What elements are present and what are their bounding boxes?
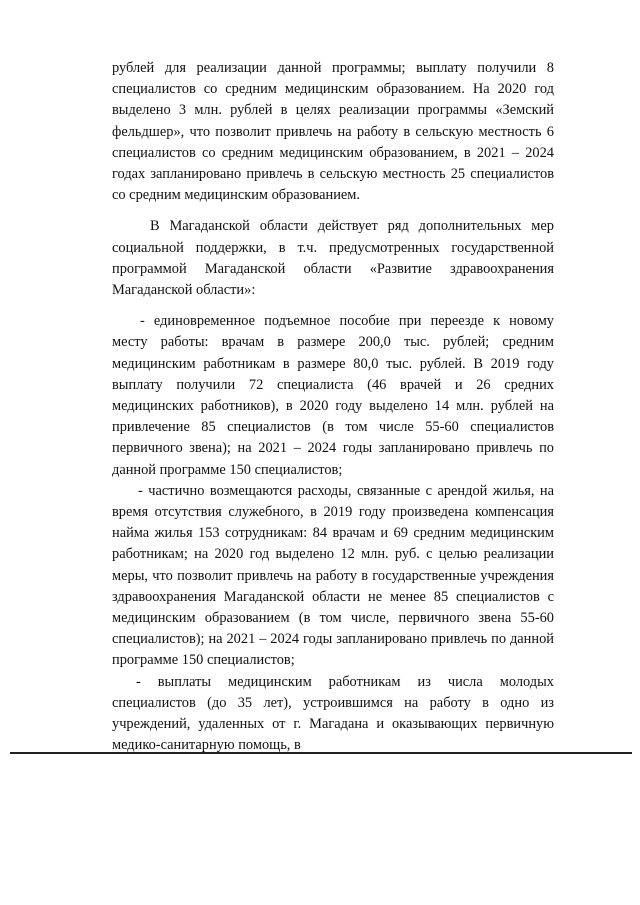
paragraph-young-specialists-payments: - выплаты медицинским работникам из числа молодых специалистов (до 35 лет), устроившимся на работу в одно из учреждений, удаленных от г. Магадана и оказывающих первичную медико-санитарную помощь, в	[112, 673, 554, 754]
page-bottom-rule	[10, 752, 632, 754]
document-body	[112, 58, 554, 757]
paragraph-relocation-allowance: - единовременное подъемное пособие при переезде к новому месту работы: врачам в размере 200,0 тыс. рублей; средним медицинским работникам в размере 80,0 тыс. рублей. В 2019 году выплату получили 72 специалиста (46 врачей и 26 средних медицинских работников), в 2020 году выделено 14 млн. рублей на привлечение 85 специалистов (в том числе 55-60 специалистов первичного звена); на 2021 – 2024 годы запланировано привлечь по данной программе 150 специалистов;	[112, 313, 554, 478]
paragraph-continuation: рублей для реализации данной программы; выплату получили 8 специалистов со средним медицинским образованием. На 2020 год выделено 3 млн. рублей в целях реализации программы «Земский фельдшер», что позволит привлечь на работу в сельскую местность 6 специалистов со средним медицинским образованием, в 2021 – 2024 годах запланировано привлечь в сельскую местность 25 специалистов со средним медицинским образованием.	[112, 60, 554, 204]
paragraph-social-support-intro: В Магаданской области действует ряд дополнительных мер социальной поддержки, в т.ч. предусмотренных государственной программой Магаданской области «Развитие здравоохранения Магаданской области»:	[112, 218, 554, 299]
paragraph-housing-compensation: - частично возмещаются расходы, связанные с арендой жилья, на время отсутствия служебного, в 2019 году произведена компенсация найма жилья 153 сотрудникам: 84 врачам и 69 средним медицинским работникам; на 2020 год выделено 12 млн. руб. с целью реализации меры, что позволит привлечь на работу в государственные учреждения здравоохранения Магаданской области не менее 85 специалистов с медицинским образованием (в том числе, первичного звена 55-60 специалистов); на 2021 – 2024 годы запланировано привлечь по данной программе 150 специалистов;	[112, 482, 554, 669]
